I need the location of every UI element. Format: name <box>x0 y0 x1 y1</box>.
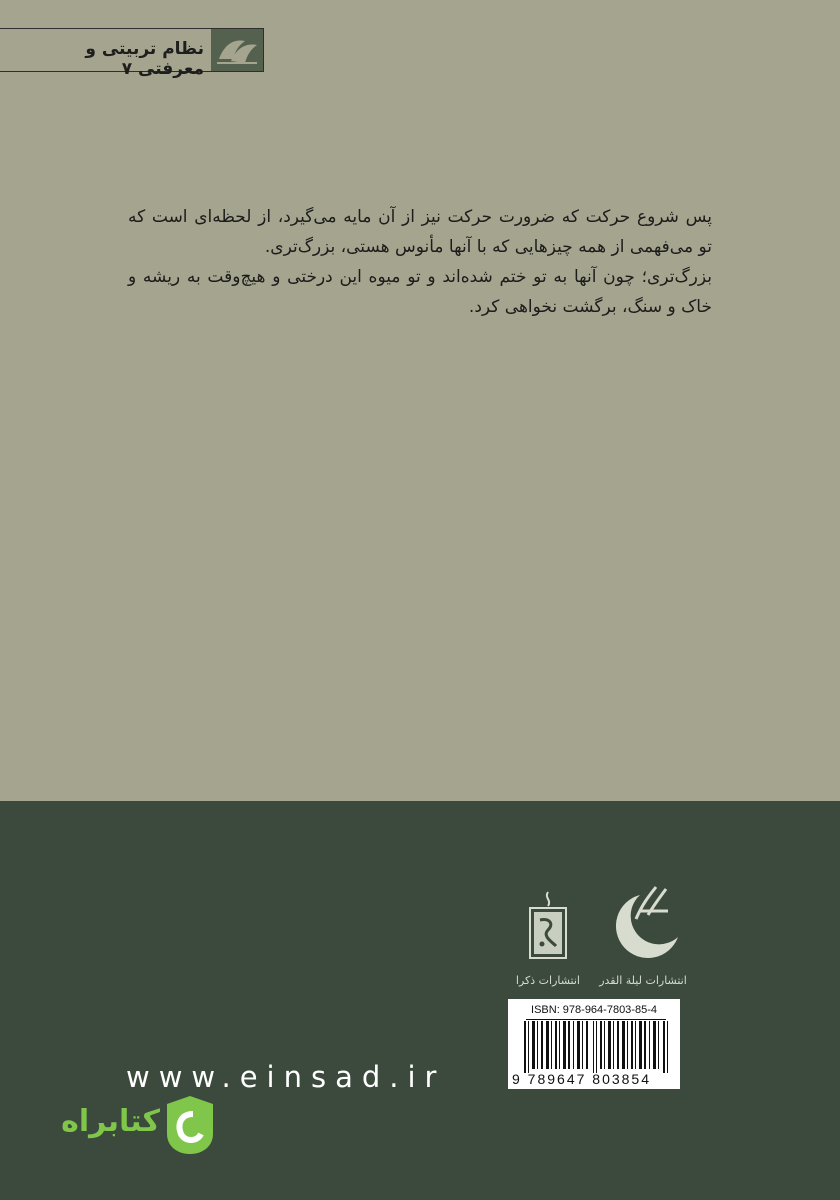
body-paragraph: پس شروع حرکت که ضرورت حرکت نیز از آن مایه می‌گیرد، از لحظه‌ای است که تو می‌فهمی از همه چیزهایی که با آنها مأنوس هستی، بزرگ‌تری. <box>128 207 712 257</box>
body-paragraph: بزرگ‌تری؛ چون آنها به تو ختم شده‌اند و تو میوه این درختی و هیچ‌وقت به ریشه و خاک و سنگ، برگشت نخواهی کرد. <box>128 267 712 317</box>
series-title: نظام تربیتی و معرفتی ۷ <box>85 39 204 79</box>
barcode-icon <box>522 1021 670 1073</box>
isbn-rule <box>526 1019 666 1020</box>
laylat-publisher-name: انتشارات لیلة القدر <box>599 974 687 987</box>
laylat-alqadr-logo-icon <box>596 875 686 965</box>
ketabrah-watermark: کتابراه <box>61 1104 160 1139</box>
zekr-publisher-name: انتشارات ذکرا <box>515 974 580 987</box>
isbn-barcode-box <box>508 999 680 1089</box>
barcode-number: 9 789647 803854 <box>512 1071 651 1087</box>
publisher-logos <box>515 870 690 990</box>
cover-bottom-panel <box>0 801 840 1200</box>
zekr-logo-icon <box>526 890 570 960</box>
isbn-label: ISBN: 978-964-7803-85-4 <box>531 1004 657 1016</box>
ketabrah-logo-icon <box>163 1094 217 1156</box>
series-logo-icon <box>211 29 263 71</box>
series-tab <box>0 28 264 79</box>
website-url: www.einsad.ir <box>126 1060 446 1094</box>
back-cover-text <box>128 202 712 322</box>
